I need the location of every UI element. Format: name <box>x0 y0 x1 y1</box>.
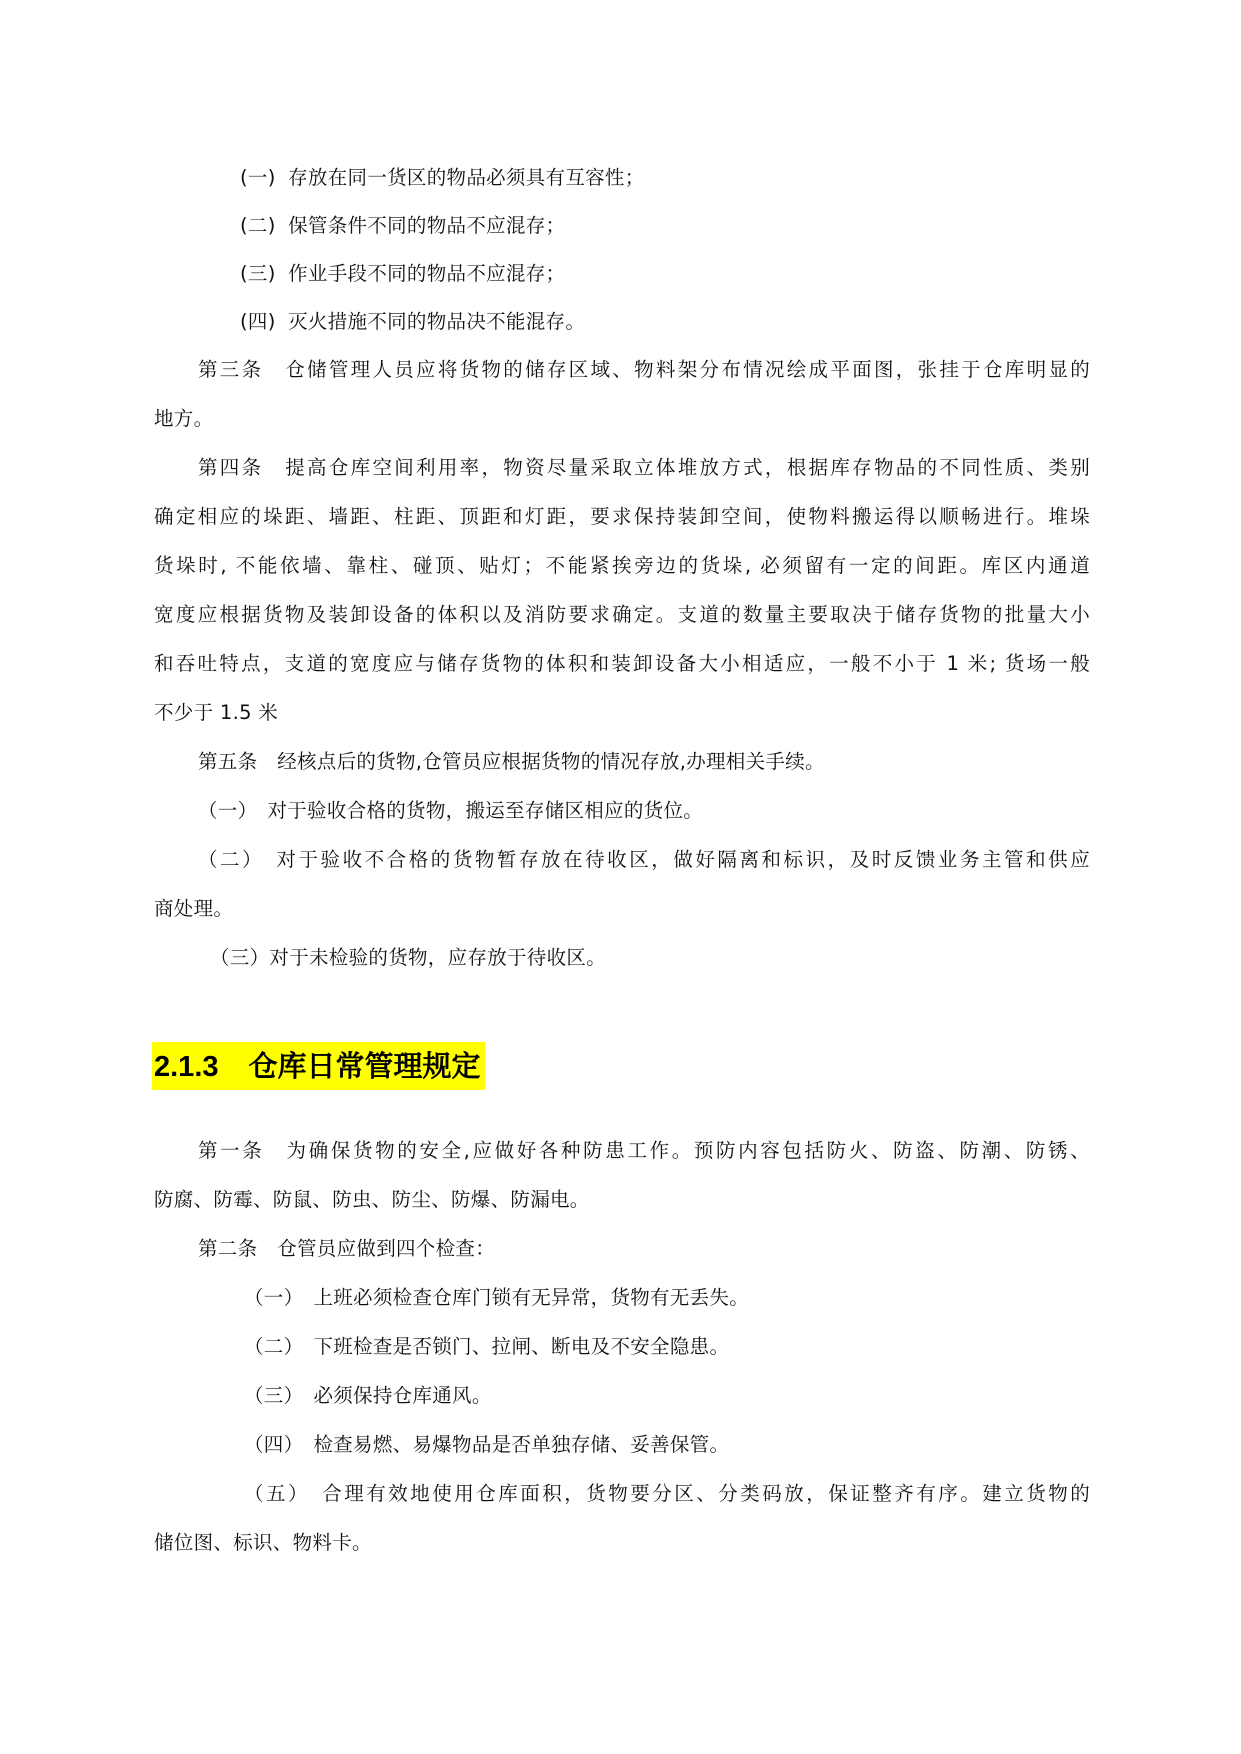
list-item <box>240 261 565 287</box>
paragraph-line: 储位图、标识、物料卡。 <box>154 1531 372 1554</box>
paragraph-line: 和吞吐特点，支道的宽度应与储存货物的体积和装卸设备大小相适应，一般不小于 1 米; 货场一般 <box>154 652 1090 675</box>
paragraph-line: 防腐、防霉、防鼠、防虫、防尘、防爆、防漏电。 <box>154 1188 590 1211</box>
list-item: （三）对于未检验的货物，应存放于待收区。 <box>210 946 607 969</box>
heading-number: 2.1.3 <box>154 1051 219 1083</box>
paragraph-line: 货垛时, 不能依墙、靠柱、碰顶、贴灯；不能紧挨旁边的货垛, 必须留有一定的间距。库区内通道 <box>154 554 1090 577</box>
paragraph-line: 地方。 <box>154 407 214 430</box>
paragraph-line: 第二条 仓管员应做到四个检查： <box>198 1237 496 1260</box>
list-text: 灭火措施不同的物品决不能混存。 <box>288 310 586 333</box>
list-item: （二） 对于验收不合格的货物暂存放在待收区，做好隔离和标识，及时反馈业务主管和供应 <box>198 848 1090 871</box>
list-marker: (二) <box>240 214 276 237</box>
paragraph-line: 第五条 经核点后的货物,仓管员应根据货物的情况存放,办理相关手续。 <box>198 750 825 773</box>
list-item: （五） 合理有效地使用仓库面积，货物要分区、分类码放，保证整齐有序。建立货物的 <box>244 1482 1090 1505</box>
list-marker: (一) <box>240 166 276 189</box>
list-text: 存放在同一货区的物品必须具有互容性； <box>288 166 645 189</box>
list-text: 保管条件不同的物品不应混存； <box>288 214 566 237</box>
heading-title: 仓库日常管理规定 <box>248 1049 481 1083</box>
paragraph-line: 商处理。 <box>154 897 234 920</box>
paragraph-line: 第四条 提高仓库空间利用率，物资尽量采取立体堆放方式，根据库存物品的不同性质、类别 <box>198 456 1090 479</box>
list-item: （一） 上班必须检查仓库门锁有无异常，货物有无丢失。 <box>244 1286 750 1309</box>
list-item: （四） 检查易燃、易爆物品是否单独存储、妥善保管。 <box>244 1433 730 1456</box>
list-item <box>240 165 645 191</box>
list-text: 作业手段不同的物品不应混存； <box>288 262 566 285</box>
list-item <box>240 213 565 239</box>
list-marker: (四) <box>240 310 276 333</box>
list-item: （三） 必须保持仓库通风。 <box>244 1384 492 1407</box>
paragraph-line: 不少于 1.5 米 <box>154 701 279 724</box>
paragraph-line: 第三条 仓储管理人员应将货物的储存区域、物料架分布情况绘成平面图，张挂于仓库明显的 <box>198 358 1090 381</box>
list-item: （二） 下班检查是否锁门、拉闸、断电及不安全隐患。 <box>244 1335 730 1358</box>
section-heading <box>152 1042 485 1090</box>
list-item: （一） 对于验收合格的货物，搬运至存储区相应的货位。 <box>198 799 704 822</box>
paragraph-line: 确定相应的垛距、墙距、柱距、顶距和灯距，要求保持装卸空间，使物料搬运得以顺畅进行。堆垛 <box>154 505 1090 528</box>
list-item <box>240 309 585 335</box>
paragraph-line: 宽度应根据货物及装卸设备的体积以及消防要求确定。支道的数量主要取决于储存货物的批量大小 <box>154 603 1090 626</box>
paragraph-line: 第一条 为确保货物的安全,应做好各种防患工作。预防内容包括防火、防盗、防潮、防锈、 <box>198 1139 1090 1162</box>
list-marker: (三) <box>240 262 276 285</box>
